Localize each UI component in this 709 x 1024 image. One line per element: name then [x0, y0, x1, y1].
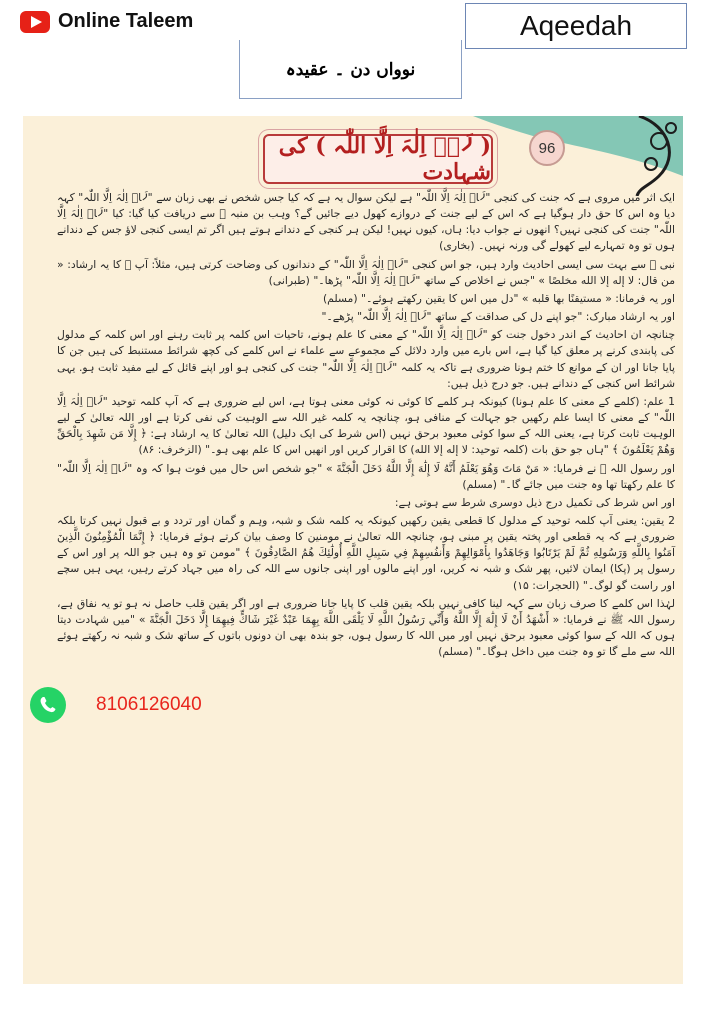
page-number: 96: [529, 130, 565, 166]
paragraph: نبی ﷺ سے بہت سی ایسی احادیث وارد ہیں، جو اس کنجی "لَاۤ اِلٰہَ اِلَّا اللّٰہ" کے دندانوں کی وضاحت کرتی ہیں، مثلاً: آپ ﷺ کا یہ ارشاد: « من قال: لا إله إلا الله مخلصًا » "جس نے اخلاص کے ساتھ "لَاۤ اِلٰہَ اِلَّا اللّٰہ" پڑھا۔" (طبرانی): [57, 257, 675, 287]
paragraph: اور اس شرط کی تکمیل درج ذیل دوسری شرط سے ہوتی ہے:: [394, 495, 675, 509]
page-heading-text: ( لَاۤ اِلٰہَ اِلَّا اللّٰہ ) کی شہادت: [278, 133, 491, 185]
floral-ornament-icon: [629, 116, 683, 196]
paragraph: اور یہ ارشاد مبارک: "جو اپنے دل کی صداقت کے ساتھ "لَاۤ اِلٰہَ اِلَّا اللّٰہ" پڑھے۔": [321, 310, 675, 324]
page-heading: [263, 134, 493, 184]
youtube-play-icon: [20, 11, 50, 33]
brand-name: Online Taleem: [58, 10, 194, 32]
paragraph: 1 علم: (کلمے کے معنی کا علم ہونا) کیونکہ ہر کلمے کا کوئی نہ کوئی معنی ہوتا ہے، اس لیے ضروری ہے کہ آپ کلمہ توحید "لَاۤ اِلٰہَ اِلَّا اللّٰہ" کے معنی کا ایسا علم رکھیں جو جہالت کے منافی ہو، چنانچہ یہ کلمہ غیر اللہ سے الوہیت کی نفی کرتا ہے اور اللہ تعالیٰ کے لیے الوہیت ثابت کرتا ہے، یعنی اللہ کے سوا کوئی معبود برحق نہیں (اس شرط کی ایک دلیل) اللہ تعالیٰ کا یہ ارشاد ہے: ﴿ إِلَّا مَن شَهِدَ بِالْحَقِّ وَهُمْ يَعْلَمُونَ ﴾ "ہاں جو حق بات (کلمہ توحید: لا إله إلا الله) کا اقرار کریں اور انھیں اس کا علم بھی ہو۔" (الزخرف: ۸۶): [57, 394, 675, 457]
book-page: [23, 116, 683, 984]
paragraph: اور یہ فرمانا: « مستيقنًا بها قلبه » "دل میں اس کا یقین رکھتے ہوئے۔" (مسلم): [322, 291, 675, 305]
lesson-title: نوواں دن ۔ عقیدہ: [285, 59, 416, 80]
whatsapp-icon[interactable]: [30, 687, 66, 723]
phone-number[interactable]: 8106126040: [96, 694, 202, 715]
category-tag-label: Aqeedah: [519, 10, 633, 41]
paragraph: ایک اثر میں مروی ہے کہ جنت کی کنجی "لَاۤ اِلٰہَ اِلَّا اللّٰہ" ہے لیکن سوال یہ ہے کہ کیا جس شخص نے بھی زبان سے "لَاۤ اِلٰہَ اِلَّا اللّٰہ" کہہ دیا وہ اس کا حق دار ہوگیا ہے کہ اس کے لیے جنت کے دروازے کھول دیے جائیں گے؟ وہب بن منبہ ﷬ سے دریافت کیا گیا: کیا "لَاۤ اِلٰہَ اِلَّا اللّٰہ" جنت کی کنجی نہیں؟ انھوں نے جواب دیا: ہاں، کیوں نہیں! لیکن ہر کنجی کے دندانے ہوتے ہیں اگر تم ایسی کنجی لاؤ جس کے دندانے ہوں تو وہ تمہارے لیے کھولے گی ورنہ نہیں۔ (بخاری): [57, 191, 675, 253]
paragraph: اور رسول اللہ ﷺ نے فرمایا: « مَنْ مَاتَ وَهُوَ يَعْلَمُ أَنَّهُ لَا إِلَٰهَ إِلَّا اللَّهُ دَخَلَ الْجَنَّةَ » "جو شخص اس حال میں فوت ہوا کہ وہ "لَاۤ اِلٰہَ اِلَّا اللّٰہ" کا علم رکھتا تھا وہ جنت میں جائے گا۔" (مسلم): [57, 461, 675, 491]
lesson-title-box: [239, 40, 462, 99]
page-body: [57, 190, 675, 662]
phone-handset-icon: [36, 693, 60, 717]
paragraph: لہٰذا اس کلمے کا صرف زبان سے کہہ لینا کافی نہیں بلکہ یقین قلب کا پایا جانا ضروری ہے اور اگر یقین قلب حاصل نہ ہو تو یہ نفاق ہے، رسول اللہ ﷺ نے فرمایا: « أَشْهَدُ أَنْ لَا إِلَٰهَ إِلَّا اللَّهُ وَأَنِّي رَسُولُ اللَّهِ لَا يَلْقَى اللَّهَ بِهِمَا عَبْدٌ غَيْرَ شَاكٍّ فِيهِمَا إِلَّا دَخَلَ الْجَنَّةَ » "میں شہادت دیتا ہوں کہ اللہ کے سوا کوئی معبود برحق نہیں اور میں اللہ کا رسول ہوں، جو بندہ بھی ان دونوں باتوں کے ساتھ شک و شبہ نہ رکھتے ہوئے اللہ سے ملے گا تو وہ جنت میں داخل ہوگا۔" (مسلم): [57, 596, 675, 659]
brand: [20, 10, 193, 33]
paragraph: چنانچہ ان احادیث کے اندر دخول جنت کو "لَاۤ اِلٰہَ اِلَّا اللّٰہ" کے معنی کا علم ہونے، تاحیات اس کلمہ پر ثابت رہنے اور اس کلمہ کے مدلول کی پابندی کرنے پر معلق کیا گیا ہے، اس بارے میں وارد دلائل کے مجموعے سے علماء نے اس کلمے کی کچھ شرائط مستنبط کی ہیں جن کا پایا جانا اور ان کے موانع کا ختم ہونا ضروری ہے تاکہ یہ کلمہ "لَاۤ اِلٰہَ اِلَّا اللّٰہ" جنت کی کنجی ہو اور اپنے قائل کے لیے مفید ثابت ہو. یہی شرائط اس کنجی کے دندانے ہیں. جو درج ذیل ہیں:: [57, 328, 675, 390]
category-tag: [465, 3, 687, 49]
paragraph: 2 یقین: یعنی آپ کلمہ توحید کے مدلول کا قطعی یقین رکھیں کیونکہ یہ کلمہ شک و شبہ، وہم و گمان اور تردد و بے قبول نہیں کرتا بلکہ ضروری ہے کہ یہ قطعی اور پختہ یقین پر مبنی ہو، چنانچہ اللہ تعالیٰ نے مومنین کا وصف بیان کرتے ہوئے فرمایا: ﴿ إِنَّمَا الْمُؤْمِنُونَ الَّذِينَ آمَنُوا بِاللَّهِ وَرَسُولِهِ ثُمَّ لَمْ يَرْتَابُوا وَجَاهَدُوا بِأَمْوَالِهِمْ وَأَنفُسِهِمْ فِي سَبِيلِ اللَّهِ أُولَٰئِكَ هُمُ الصَّادِقُونَ ﴾ "مومن تو وہ ہیں جو اللہ پر اور اس کے رسول پر (پکا) ایمان لائیں، پھر شک و شبہ نہ کریں، اور اپنے مالوں اور اپنی جانوں سے اللہ کی راہ میں جہاد کرتے رہیں، یہی ہیں سچے اور راست گو لوگ۔" (الحجرات: ۱۵): [57, 513, 675, 592]
